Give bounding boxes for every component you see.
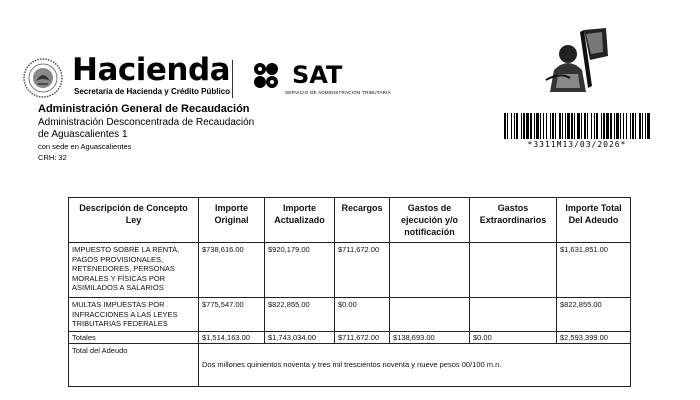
sat-brand: SAT [292, 61, 343, 89]
hacienda-subtitle: Secretaría de Hacienda y Crédito Público [74, 87, 231, 96]
amount-original: $775,547.00 [199, 298, 265, 332]
extraordinary-costs [470, 298, 557, 332]
total-amount: $822,855.00 [557, 298, 631, 332]
amount-original: $738,616.00 [199, 243, 265, 298]
column-header: Importe Actualizado [265, 198, 335, 243]
table-row [69, 243, 631, 298]
column-header: Gastos Extraordinarios [470, 198, 557, 243]
national-seal-icon [22, 57, 64, 99]
sat-subtitle: SERVICIO DE ADMINISTRACIÓN TRIBUTARIA [285, 90, 391, 95]
office-line-2: Administración Desconcentrada de Recaudación [38, 117, 255, 128]
total-extraordinary-costs: $0.00 [470, 331, 557, 344]
sat-logo-icon [252, 62, 290, 90]
emblem-icon [540, 26, 612, 98]
column-header: Descripción de Concepto Ley [69, 198, 199, 243]
office-line-5: CRH: 32 [38, 153, 67, 162]
extraordinary-costs [470, 243, 557, 298]
total-original: $1,514,163.00 [199, 331, 265, 344]
total-debt-label: Total del Adeudo [69, 344, 199, 387]
barcode-text: *3311M13/03/2026* [527, 140, 627, 149]
total-debt-row [69, 344, 631, 387]
logo-divider [232, 60, 233, 98]
column-header: Recargos [335, 198, 390, 243]
execution-costs [390, 298, 470, 332]
total-amount: $1,631,851.00 [557, 243, 631, 298]
column-header: Gastos de ejecución y/o notificación [390, 198, 470, 243]
office-line-3: de Aguascalientes 1 [38, 129, 128, 140]
column-header: Importe Original [199, 198, 265, 243]
total-updated: $1,743,034.00 [265, 331, 335, 344]
surcharges: $711,672.00 [335, 243, 390, 298]
table-header-row [69, 198, 631, 243]
office-line-1: Administración General de Recaudación [38, 103, 250, 115]
table-row [69, 298, 631, 332]
grand-total: $2,593,399.00 [557, 331, 631, 344]
amount-updated: $920,179.00 [265, 243, 335, 298]
total-execution-costs: $138,693.00 [390, 331, 470, 344]
office-line-4: con sede en Aguascalientes [38, 142, 132, 151]
totals-label: Totales [69, 331, 199, 344]
debt-table [68, 197, 631, 387]
column-header: Importe Total Del Adeudo [557, 198, 631, 243]
total-debt-in-words: Dos millones quinientos noventa y tres mil trescientos noventa y nueve pesos 00/100 m.n. [199, 344, 631, 387]
amount-updated: $822,855.00 [265, 298, 335, 332]
surcharges: $0.00 [335, 298, 390, 332]
execution-costs [390, 243, 470, 298]
totals-row [69, 331, 631, 344]
concept-description: MULTAS IMPUESTAS POR INFRACCIONES A LAS LEYES TRIBUTARIAS FEDERALES [69, 298, 199, 332]
concept-description: IMPUESTO SOBRE LA RENTA, PAGOS PROVISIONALES, RETENEDORES, PERSONAS MORALES Y FÍSICAS POR ASIMILADOS A SALARIOS [69, 243, 199, 298]
barcode-icon [504, 113, 650, 139]
total-surcharges: $711,672.00 [335, 331, 390, 344]
hacienda-brand: Hacienda [72, 52, 231, 88]
